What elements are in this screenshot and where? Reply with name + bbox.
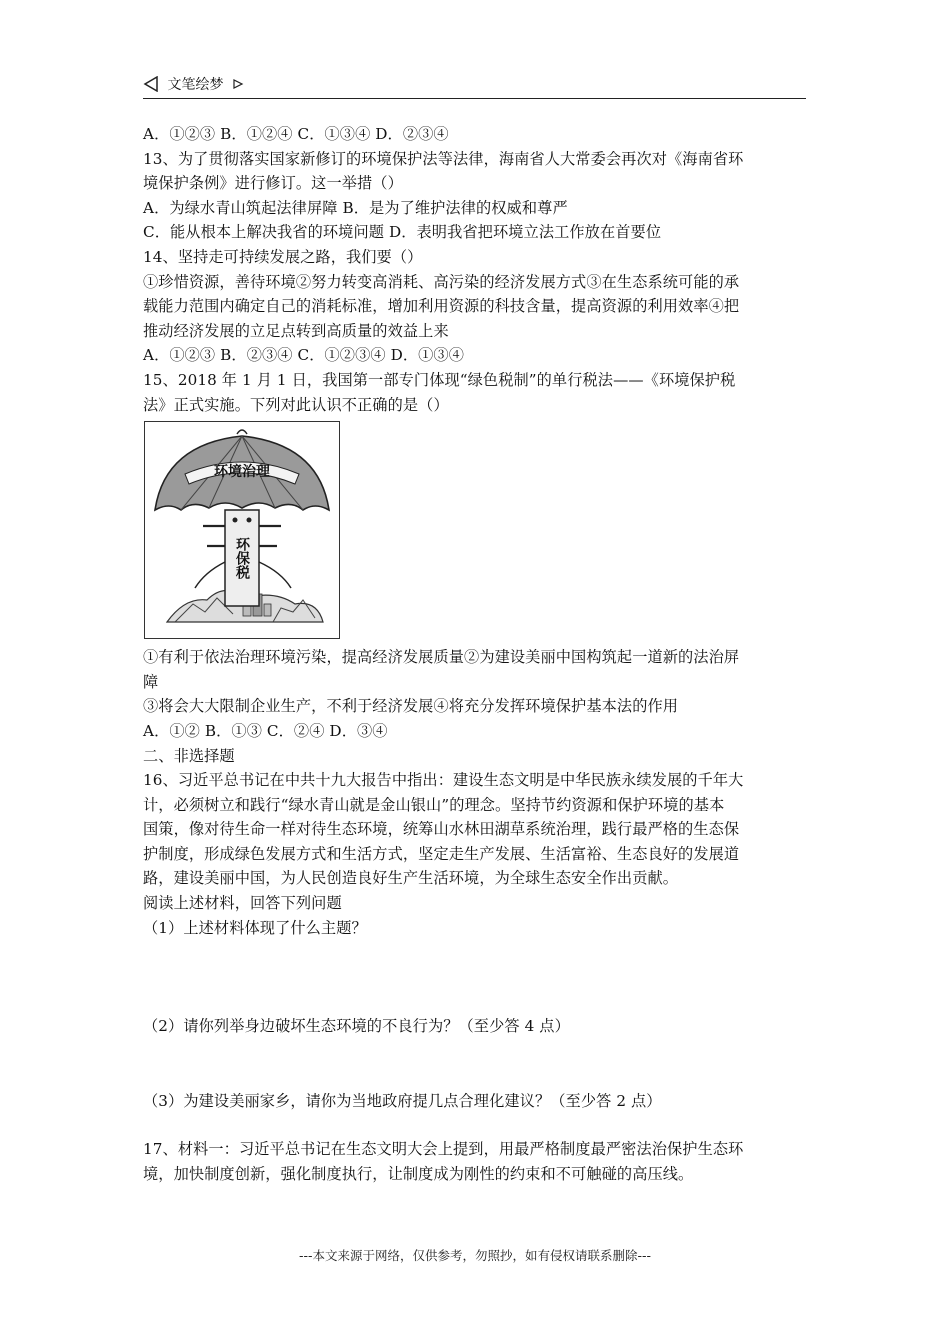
right-triangle-icon bbox=[232, 78, 244, 90]
answer-space-2 bbox=[143, 1039, 808, 1089]
q14-item-3: 推动经济发展的立足点转到高质量的效益上来 bbox=[143, 321, 449, 340]
document-body bbox=[143, 122, 808, 1187]
q13-stem-1: 13、为了贯彻落实国家新修订的环境保护法等法律，海南省人大常委会再次对《海南省环 bbox=[143, 149, 744, 168]
q15-item-1-cont: 障 bbox=[143, 672, 159, 691]
section-heading: 二、非选择题 bbox=[143, 746, 235, 765]
q16-text-2: 计，必须树立和践行“绿水青山就是金山银山”的理念。坚持节约资源和保护环境的基本 bbox=[143, 795, 725, 814]
q12-options: A．①②③ B．①②④ C．①③④ D．②③④ bbox=[143, 125, 449, 143]
q16-instruction: 阅读上述材料，回答下列问题 bbox=[143, 894, 342, 913]
q15-options: A．①② B．①③ C．②④ D．③④ bbox=[143, 721, 388, 740]
umbrella-illustration bbox=[145, 422, 339, 638]
q14-stem: 14、坚持走可持续发展之路，我们要（） bbox=[143, 247, 423, 266]
umbrella-label: 环境治理 bbox=[214, 464, 270, 481]
q16-text-1: 16、习近平总书记在中共十九大报告中指出：建设生态文明是中华民族永续发展的千年大 bbox=[143, 771, 744, 790]
trunk-label: 环保税 bbox=[234, 537, 250, 580]
page-header bbox=[143, 74, 806, 99]
q16-text-5: 路，建设美丽中国，为人民创造良好生产生活环境，为全球生态安全作出贡献。 bbox=[143, 869, 679, 888]
page-footer: ---本文来源于网络，仅供参考，勿照抄，如有侵权请联系删除--- bbox=[298, 1248, 652, 1263]
answer-space-3 bbox=[143, 1113, 808, 1137]
q16-sub-3: （3）为建设美丽家乡，请你为当地政府提几点合理化建议？（至少答 2 点） bbox=[143, 1091, 662, 1110]
q17-text-2: 境，加快制度创新，强化制度执行，让制度成为刚性的约束和不可触碰的高压线。 bbox=[143, 1165, 694, 1184]
q13-options-1: A．为绿水青山筑起法律屏障 B．是为了维护法律的权威和尊严 bbox=[143, 198, 568, 217]
q14-options: A．①②③ B．②③④ C．①②③④ D．①③④ bbox=[143, 346, 464, 365]
umbrella-cartoon-figure bbox=[144, 421, 340, 639]
left-triangle-icon bbox=[143, 76, 159, 92]
q15-stem-1: 15、2018 年 1 月 1 日，我国第一部专门体现“绿色税制”的单行税法——《环境保护税 bbox=[143, 370, 736, 389]
answer-space-1 bbox=[143, 940, 808, 1014]
q16-text-3: 国策，像对待生命一样对待生态环境，统筹山水林田湖草系统治理，践行最严格的生态保 bbox=[143, 820, 740, 839]
q17-text-1: 17、材料一：习近平总书记在生态文明大会上提到，用最严格制度最严密法治保护生态环 bbox=[143, 1140, 744, 1159]
q16-sub-2: （2）请你列举身边破坏生态环境的不良行为？（至少答 4 点） bbox=[143, 1017, 570, 1036]
q15-item-2: ③将会大大限制企业生产，不利于经济发展④将充分发挥环境保护基本法的作用 bbox=[143, 697, 679, 716]
header-brand: 文笔绘梦 bbox=[167, 77, 224, 93]
q16-text-4: 护制度，形成绿色发展方式和生活方式，坚定走生产发展、生活富裕、生态良好的发展道 bbox=[143, 844, 740, 863]
q14-item-2: 载能力范围内确定自己的消耗标准，增加利用资源的科技含量，提高资源的利用效率④把 bbox=[143, 297, 740, 316]
q16-sub-1: （1）上述材料体现了什么主题？ bbox=[143, 918, 367, 937]
q15-stem-2: 法》正式实施。下列对此认识不正确的是（） bbox=[143, 395, 449, 414]
q13-stem-2: 境保护条例》进行修订。这一举措（） bbox=[143, 174, 403, 193]
q14-item-1: ①珍惜资源，善待环境②努力转变高消耗、高污染的经济发展方式③在生态系统可能的承 bbox=[143, 272, 740, 291]
q13-options-2: C．能从根本上解决我省的环境问题 D．表明我省把环境立法工作放在首要位 bbox=[143, 223, 662, 242]
q15-item-1: ①有利于依法治理环境污染，提高经济发展质量②为建设美丽中国构筑起一道新的法治屏 bbox=[143, 648, 740, 667]
